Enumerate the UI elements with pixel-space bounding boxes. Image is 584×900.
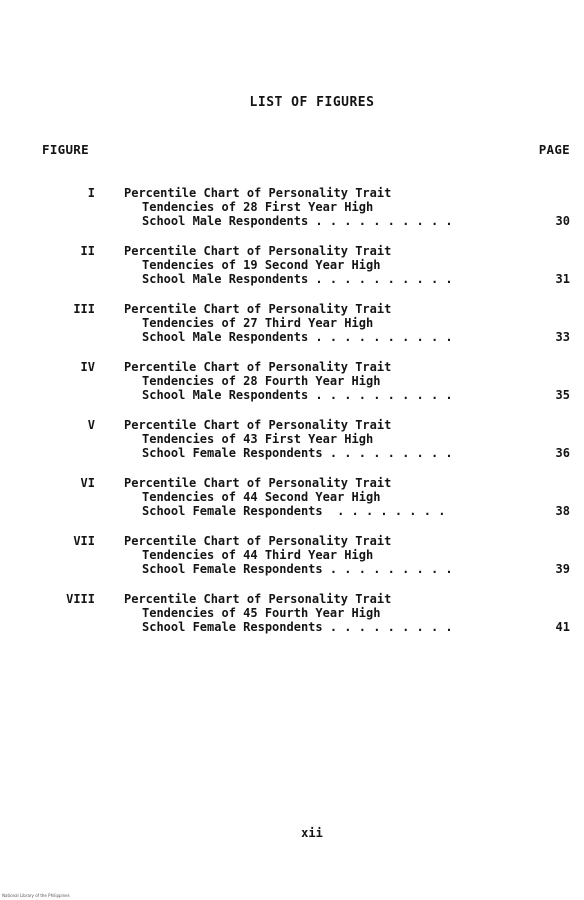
figure-caption	[124, 186, 544, 228]
figure-entry-7	[0, 534, 584, 592]
figure-page-number: 31	[555, 272, 570, 286]
caption-line-1: Percentile Chart of Personality Trait	[124, 476, 392, 490]
figure-page-number: 35	[555, 388, 570, 402]
figure-caption	[124, 360, 544, 402]
figure-number: VI	[80, 476, 95, 490]
caption-line-1: Percentile Chart of Personality Trait	[124, 360, 392, 374]
caption-line-2: Tendencies of 43 First Year High	[142, 432, 374, 446]
caption-line-1: Percentile Chart of Personality Trait	[124, 418, 392, 432]
figure-caption	[124, 418, 544, 460]
caption-line-1: Percentile Chart of Personality Trait	[124, 302, 392, 316]
caption-line-3: School Female Respondents . . . . . . . .	[142, 504, 446, 518]
caption-line-2: Tendencies of 45 Fourth Year High	[142, 606, 381, 620]
page-number: xii	[301, 826, 323, 840]
caption-line-1: Percentile Chart of Personality Trait	[124, 186, 392, 200]
figure-entry-5	[0, 418, 584, 476]
caption-line-2: Tendencies of 19 Second Year High	[142, 258, 381, 272]
figure-page-number: 41	[555, 620, 570, 634]
figure-number: III	[73, 302, 95, 316]
caption-line-3: School Male Respondents . . . . . . . . . .	[142, 330, 453, 344]
caption-line-3: School Female Respondents . . . . . . . . .	[142, 446, 453, 460]
figure-number: VIII	[66, 592, 95, 606]
figure-number: V	[87, 418, 95, 432]
figure-page-number: 30	[555, 214, 570, 228]
caption-line-2: Tendencies of 27 Third Year High	[142, 316, 374, 330]
caption-line-1: Percentile Chart of Personality Trait	[124, 534, 392, 548]
figure-number: I	[87, 186, 95, 200]
page-column-header: PAGE	[538, 142, 570, 157]
page-title: LIST OF FIGURES	[249, 95, 375, 110]
figure-caption	[124, 476, 544, 518]
figure-page-number: 36	[555, 446, 570, 460]
caption-line-3: School Male Respondents . . . . . . . . . .	[142, 214, 453, 228]
figure-entry-8	[0, 592, 584, 650]
caption-line-1: Percentile Chart of Personality Trait	[124, 592, 392, 606]
figure-entry-3	[0, 302, 584, 360]
library-watermark: National Library of the Philippines	[2, 893, 70, 898]
figure-caption	[124, 534, 544, 576]
caption-line-2: Tendencies of 28 Fourth Year High	[142, 374, 381, 388]
caption-line-3: School Female Respondents . . . . . . . . .	[142, 562, 453, 576]
figure-entry-4	[0, 360, 584, 418]
figure-page-number: 39	[555, 562, 570, 576]
figure-number: II	[80, 244, 95, 258]
figure-caption	[124, 302, 544, 344]
caption-line-3: School Male Respondents . . . . . . . . . .	[142, 272, 453, 286]
figure-column-header: FIGURE	[42, 142, 89, 157]
figure-entry-6	[0, 476, 584, 534]
figure-number: VII	[73, 534, 95, 548]
figure-entry-2	[0, 244, 584, 302]
figure-list	[0, 186, 584, 650]
figure-number: IV	[80, 360, 95, 374]
caption-line-3: School Male Respondents . . . . . . . . . .	[142, 388, 453, 402]
caption-line-2: Tendencies of 44 Second Year High	[142, 490, 381, 504]
figure-caption	[124, 592, 544, 634]
caption-line-2: Tendencies of 28 First Year High	[142, 200, 374, 214]
caption-line-3: School Female Respondents . . . . . . . . .	[142, 620, 453, 634]
caption-line-1: Percentile Chart of Personality Trait	[124, 244, 392, 258]
figure-page-number: 33	[555, 330, 570, 344]
caption-line-2: Tendencies of 44 Third Year High	[142, 548, 374, 562]
figure-entry-1	[0, 186, 584, 244]
figure-page-number: 38	[555, 504, 570, 518]
figure-caption	[124, 244, 544, 286]
